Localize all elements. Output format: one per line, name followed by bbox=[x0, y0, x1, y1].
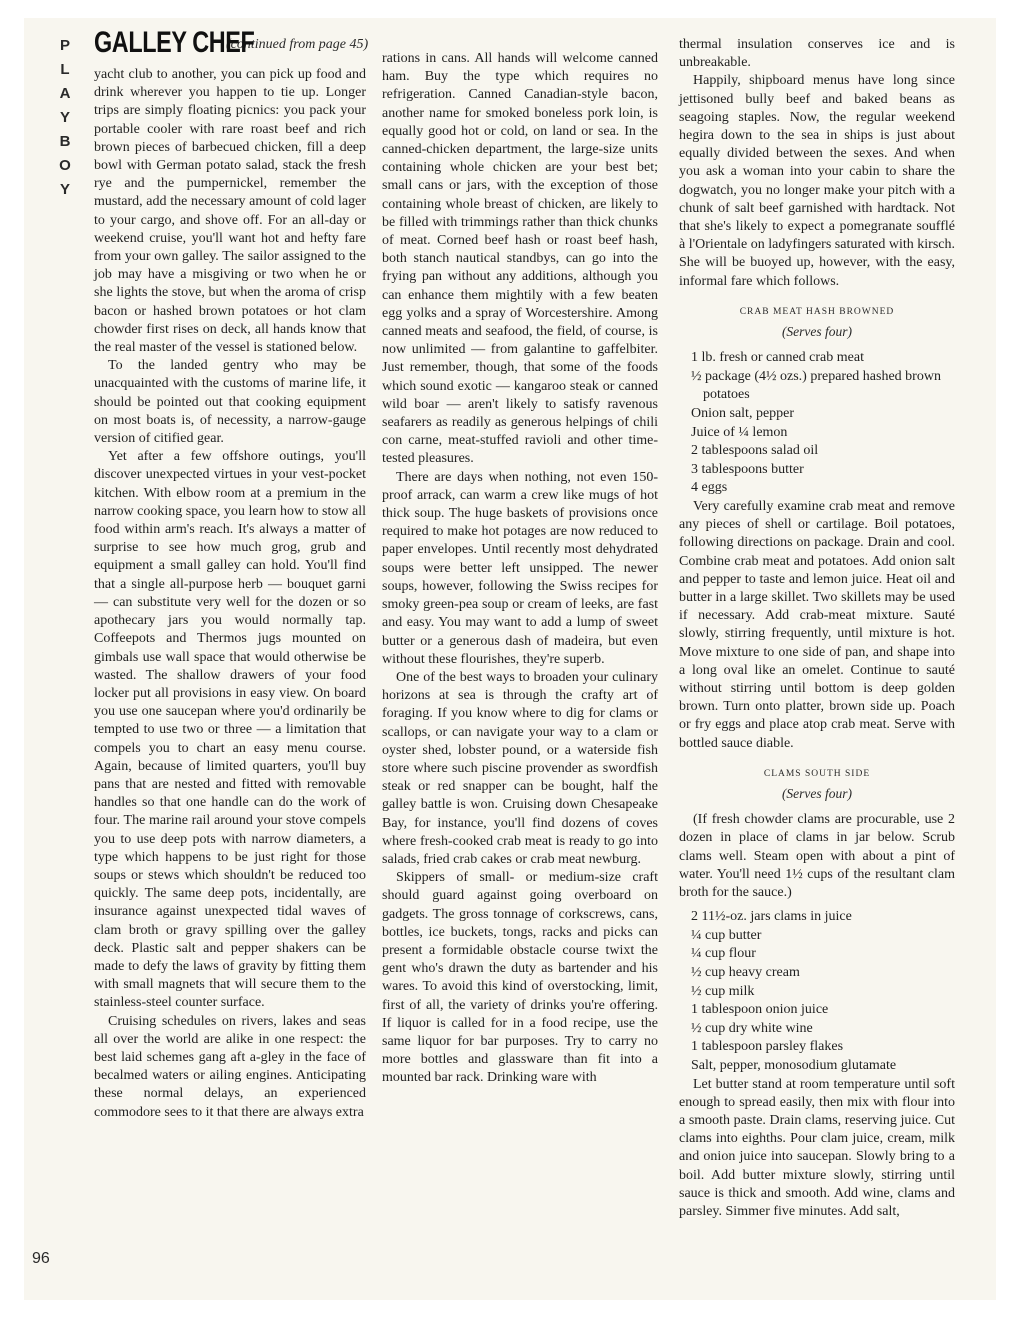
ingredient-item: Onion salt, pepper bbox=[691, 406, 795, 422]
article-title: GALLEY CHEF bbox=[94, 26, 255, 59]
body-paragraph: thermal insulation conserves ice and is unbreakable. bbox=[679, 37, 955, 71]
body-paragraph: rations in cans. All hands will welcome canned ham. Buy the type which requires no refrigeration. Canned Canadian-style bacon, another name for smoked boneless pork loin, is equally good hot or cold, on land or sea. In the canned-chicken department, the large-size units containing whole chicken are your best bet; small cans or jars, with the exception of those containing whole breast of chicken, are likely to be filled with trimmings rather than thick chunks of meat. Corned beef hash or roast beef hash, both stanch nautical standbys, can go into the frying pan without any additions, although you can enhance them mightily with a few beaten egg yolks and a spray of Worcestershire. Among canned meats and seafood, the field, of course, is now unlimited — from galantine to gaffelbiter. Just remember, though, that some of the foods which sound exotic — kangaroo steak or canned wild boar — aren't likely to satisfy ravenous seafarers as readily as generous helpings of chili con carne, meat-stuffed ravioli and other time-tested pleasures. bbox=[382, 51, 658, 467]
ingredient-list bbox=[691, 908, 955, 1075]
body-paragraph: yacht club to another, you can pick up food and drink wherever you happen to tie up. Longer trips are simply floating picnics: you pack your portable cooler with rare roast beef and rich brown pieces of barbecued chicken, fill a deep bowl with German potato salad, stack the fresh rye and the pumpernickel, remember the mustard, add the necessary amount of cold lager to your cargo, and shove off. For an all-day or weekend cruise, you'll want hot and hefty fare from your own galley. The sailor assigned to the job may have a misgiving or two when he or she lights the stove, but when the aroma of crisp bacon or hashed brown potatoes or hot clam chowder first rises on deck, all hands know that the real master of the vessel is stationed below. bbox=[94, 67, 366, 356]
body-paragraph: Skippers of small- or medium-size craft should guard against going overboard on gadgets. The gross tonnage of corkscrews, cans, bottles, ice buckets, tongs, racks and picks can present a formidable obstacle course twixt the gent who's drawn the duty as bartender and his wares. To avoid this kind of overstocking, limit, first of all, the variety of drinks you're offering. If liquor is called for in a food recipe, use the same liquor for bar purposes. Try to carry no more bottles and glassware than fit into a mounted bar rack. Drinking ware with bbox=[382, 870, 658, 1086]
recipe-method: Let butter stand at room temperature until soft enough to spread easily, then mix with flour into a smooth paste. Drain clams, reserving juice. Cut clams into eighths. Pour clam juice, cream, milk and onion juice into saucepan. Slowly bring to a boil. Add butter mixture slowly, stirring until sauce is thick and smooth. Add wine, clams and parsley. Simmer five minutes. Add salt, bbox=[679, 1076, 955, 1220]
recipe-serves: (Serves four) bbox=[781, 786, 853, 802]
ingredient-list bbox=[691, 349, 955, 498]
article-headline bbox=[94, 26, 368, 60]
masthead-letter: O bbox=[59, 157, 73, 174]
masthead-letter: L bbox=[60, 61, 72, 78]
ingredient-item: Salt, pepper, monosodium glutamate bbox=[691, 1058, 897, 1074]
recipe-title: CLAMS SOUTH SIDE bbox=[763, 768, 871, 779]
ingredient-item: 4 eggs bbox=[691, 480, 728, 496]
text-column-1 bbox=[94, 66, 366, 1122]
text-column-2 bbox=[382, 50, 658, 1088]
ingredient-item: Juice of ¼ lemon bbox=[691, 424, 788, 440]
continued-note: (continued from page 45) bbox=[226, 37, 369, 52]
ingredient-item: ½ cup milk bbox=[691, 983, 755, 999]
masthead-letter: A bbox=[59, 85, 73, 102]
ingredient-item: 1 lb. fresh or canned crab meat bbox=[691, 350, 864, 366]
ingredient-item: 2 tablespoons salad oil bbox=[691, 443, 819, 459]
ingredient-item: ½ cup heavy cream bbox=[691, 965, 800, 981]
recipe-serves: (Serves four) bbox=[781, 324, 853, 340]
recipe-title: CRAB MEAT HASH BROWNED bbox=[739, 306, 895, 317]
masthead-letter: Y bbox=[59, 181, 72, 198]
ingredient-item: ¼ cup butter bbox=[691, 927, 762, 943]
body-paragraph: One of the best ways to broaden your culinary horizons at sea is through the crafty art of foraging. If you know where to dig for clams or scallops, or can navigate your way to a clam or oyster shed, lobster pound, or a waterside fish store where such piscine provender as swordfish steak or red snapper can be bought, half the galley battle is won. Cruising down Chesapeake Bay, for instance, you'll find dozens of coves where fresh-cooked crab meat is ready to go into salads, fried crab cakes or crab meat newburg. bbox=[382, 669, 658, 867]
recipe-note: (If fresh chowder clams are procurable, use 2 dozen in place of clams in jar below. Scrub clams well. Steam open with about a pint of water. You'll need 1½ cups of the resultant clam broth for the sauce.) bbox=[679, 812, 955, 901]
body-paragraph: There are days when nothing, not even 150-proof arrack, can warm a crew like mugs of hot thick soup. The huge baskets of provisions once required to make hot potages are now reduced to paper envelopes. Until recently most dehydrated soups were better left unsipped. The newer soups, however, following the Swiss recipes for smoky green-pea soup or cream of leeks, are fast and easy. You may want to add a lump of sweet butter or a generous dash of madeira, but even without these flourishes, they're superb. bbox=[382, 469, 658, 667]
ingredient-item: ¼ cup flour bbox=[691, 946, 756, 962]
body-paragraph: Happily, shipboard menus have long since jettisoned bully beef and baked beans as seagoing staples. Now, the regular weekend hegira down to the sea in ships is just about equally divided between the sexes. And when you ask a woman into your cabin to share the dogwatch, you no longer make your pitch with a chunk of salt beef garnished with hardtack. Not that she's likely to expect a pomegranate soufflé à l'Orientale on ladyfingers saturated with kirsch. She will be buoyed up, however, with the easy, informal fare which follows. bbox=[679, 73, 955, 289]
masthead-letter: B bbox=[59, 133, 73, 150]
masthead-letter: Y bbox=[59, 109, 72, 126]
ingredient-item: 2 11½-oz. jars clams in juice bbox=[691, 909, 852, 925]
page-number: 96 bbox=[32, 1250, 50, 1267]
ingredient-item: 1 tablespoon onion juice bbox=[691, 1002, 829, 1018]
ingredient-item: 1 tablespoon parsley flakes bbox=[691, 1039, 844, 1055]
body-paragraph: To the landed gentry who may be unacquainted with the customs of marine life, it should be pointed out that cooking equipment on most boats is, of necessity, a narrow-gauge version of citified gear. bbox=[94, 358, 366, 447]
recipe-method: Very carefully examine crab meat and remove any pieces of shell or cartilage. Boil potatoes, following directions on package. Drain and cool. Combine crab meat and potatoes. Add onion salt and pepper to taste and lemon juice. Heat oil and butter in a large skillet. Two skillets may be used if necessary. Add crab-meat mixture. Sauté slowly, stirring frequently, until mixture is hot. Move mixture to one side of pan, and shape into a long oval like an omelet. Continue to sauté without stirring until bottom is deep golden brown. Turn onto platter, brown side up. Poach or fry eggs and place atop crab meat. Serve with bottled sauce diable. bbox=[679, 499, 955, 751]
body-paragraph: Cruising schedules on rivers, lakes and seas all over the world are alike in one respect: the best laid schemes gang aft a-gley in the face of becalmed waters or ailing engines. Anticipating these normal delays, an experienced commodore sees to it that there are always extra bbox=[94, 1013, 366, 1120]
ingredient-item: 3 tablespoons butter bbox=[691, 461, 804, 477]
body-paragraph: Yet after a few offshore outings, you'll discover unexpected virtues in your vest-pocket kitchen. With elbow room at a premium in the narrow cooking space, you learn how to stow all food within arm's reach. It's always a matter of surprise to see how much grog, grub and equipment a small galley can hold. You'll find that a single all-purpose herb — bouquet garni — can substitute very well for the dozen or so apothecary jars you would normally tap. Coffeepots and Thermos jugs mounted on gimbals use wall space that would otherwise be wasted. The shallow drawers of your food locker put all provisions in easy view. On board you use one saucepan where you'd ordinarily be tempted to use two or three — a limitation that compels you to chart an easy menu course. Again, because of limited quarters, you'll buy pans that are nested and fitted with removable handles so that one handle can do the work of four. The marine rail around your stove compels you to use deep pots with narrow diameters, a type which happens to be just right for those soups or stews which shouldn't be reduced too quickly. The same deep pots, incidentally, are insurance against unexpected tidal waves of clam broth or gravy spilling over the galley deck. Plastic salt and pepper shakers can be made to defy the laws of gravity by fitting them with small magnets that will secure them to the stainless-steel counter surface. bbox=[94, 449, 366, 1011]
magazine-page bbox=[24, 18, 996, 1300]
magazine-masthead bbox=[54, 34, 78, 202]
masthead-letter: P bbox=[59, 37, 72, 54]
ingredient-item: ½ package (4½ ozs.) prepared hashed brown potatoes bbox=[691, 368, 941, 403]
ingredient-item: ½ cup dry white wine bbox=[691, 1020, 813, 1036]
text-column-3 bbox=[679, 36, 955, 1221]
